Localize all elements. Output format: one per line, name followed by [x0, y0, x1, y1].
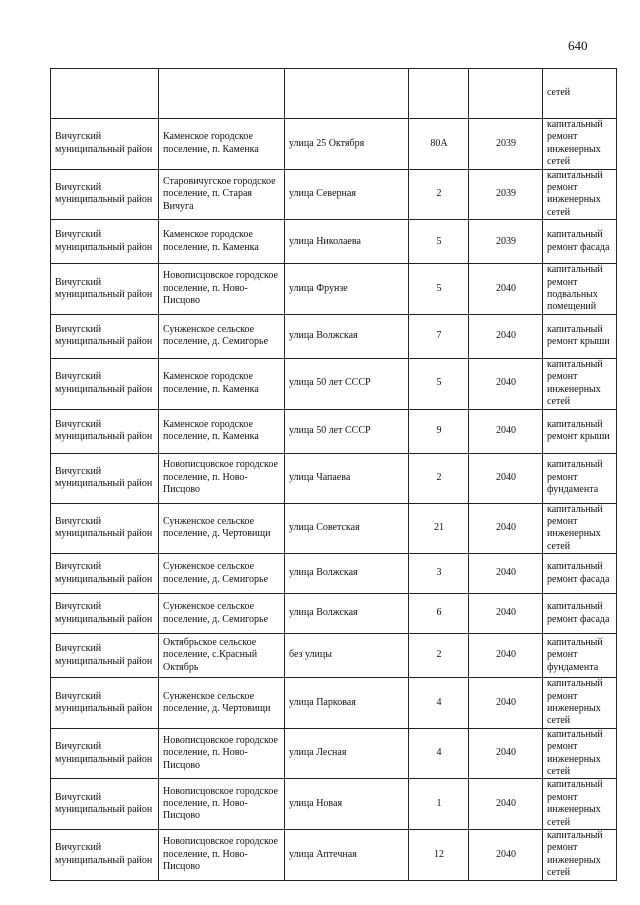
year-cell: 2040	[469, 554, 543, 594]
street-cell	[285, 69, 409, 119]
house-cell: 1	[409, 779, 469, 830]
settlement-cell: Каменское городское поселение, п. Каменка	[159, 358, 285, 409]
settlement-cell: Октябрьское сельское поселение, с.Красный Октябрь	[159, 634, 285, 678]
house-cell: 12	[409, 830, 469, 881]
year-cell: 2040	[469, 314, 543, 358]
year-cell: 2040	[469, 594, 543, 634]
work-cell: капитальный ремонт фундамента	[543, 634, 617, 678]
street-cell: без улицы	[285, 634, 409, 678]
continuation-row	[51, 69, 617, 119]
table-row	[51, 169, 617, 220]
street-cell: улица Лесная	[285, 728, 409, 779]
district-cell: Вичугский муниципальный район	[51, 358, 159, 409]
house-cell: 2	[409, 634, 469, 678]
district-cell: Вичугский муниципальный район	[51, 554, 159, 594]
year-cell: 2039	[469, 220, 543, 264]
district-cell: Вичугский муниципальный район	[51, 119, 159, 170]
street-cell: улица Николаева	[285, 220, 409, 264]
table-row	[51, 264, 617, 315]
year-cell	[469, 69, 543, 119]
work-cell: капитальный ремонт инженерных сетей	[543, 358, 617, 409]
street-cell: улица Северная	[285, 169, 409, 220]
house-cell: 5	[409, 220, 469, 264]
street-cell: улица Волжская	[285, 314, 409, 358]
house-cell: 5	[409, 358, 469, 409]
table-row	[51, 728, 617, 779]
street-cell: улица Чапаева	[285, 453, 409, 503]
street-cell: улица 50 лет СССР	[285, 358, 409, 409]
street-cell: улица Фрунзе	[285, 264, 409, 315]
house-cell: 2	[409, 169, 469, 220]
table-row	[51, 634, 617, 678]
district-cell: Вичугский муниципальный район	[51, 779, 159, 830]
district-cell: Вичугский муниципальный район	[51, 830, 159, 881]
district-cell: Вичугский муниципальный район	[51, 264, 159, 315]
settlement-cell: Сунженское сельское поселение, д. Семигорье	[159, 314, 285, 358]
table-row	[51, 220, 617, 264]
district-cell: Вичугский муниципальный район	[51, 678, 159, 729]
settlement-cell: Сунженское сельское поселение, д. Семигорье	[159, 554, 285, 594]
table-row	[51, 314, 617, 358]
settlement-cell: Новописцовское городское поселение, п. Ново-Писцово	[159, 453, 285, 503]
table-row	[51, 594, 617, 634]
house-cell: 2	[409, 453, 469, 503]
district-cell	[51, 69, 159, 119]
house-cell: 4	[409, 678, 469, 729]
house-cell: 21	[409, 503, 469, 554]
district-cell: Вичугский муниципальный район	[51, 453, 159, 503]
settlement-cell: Новописцовское городское поселение, п. Ново-Писцово	[159, 264, 285, 315]
table-row	[51, 453, 617, 503]
year-cell: 2040	[469, 634, 543, 678]
district-cell: Вичугский муниципальный район	[51, 314, 159, 358]
year-cell: 2040	[469, 678, 543, 729]
work-cell: капитальный ремонт инженерных сетей	[543, 503, 617, 554]
year-cell: 2040	[469, 358, 543, 409]
table-row	[51, 779, 617, 830]
settlement-cell: Каменское городское поселение, п. Каменка	[159, 119, 285, 170]
house-cell: 4	[409, 728, 469, 779]
repair-schedule-table	[50, 68, 617, 881]
work-cell: капитальный ремонт инженерных сетей	[543, 779, 617, 830]
district-cell: Вичугский муниципальный район	[51, 503, 159, 554]
page-number: 640	[568, 38, 588, 53]
year-cell: 2040	[469, 264, 543, 315]
work-cell: капитальный ремонт инженерных сетей	[543, 119, 617, 170]
district-cell: Вичугский муниципальный район	[51, 409, 159, 453]
work-cell: капитальный ремонт фасада	[543, 220, 617, 264]
settlement-cell: Сунженское сельское поселение, д. Чертовищи	[159, 503, 285, 554]
street-cell: улица 50 лет СССР	[285, 409, 409, 453]
street-cell: улица Парковая	[285, 678, 409, 729]
district-cell: Вичугский муниципальный район	[51, 634, 159, 678]
district-cell: Вичугский муниципальный район	[51, 220, 159, 264]
work-cell: капитальный ремонт инженерных сетей	[543, 678, 617, 729]
house-cell: 5	[409, 264, 469, 315]
work-cell: капитальный ремонт крыши	[543, 314, 617, 358]
year-cell: 2040	[469, 453, 543, 503]
street-cell: улица Новая	[285, 779, 409, 830]
street-cell: улица Аптечная	[285, 830, 409, 881]
table-row	[51, 119, 617, 170]
house-cell: 3	[409, 554, 469, 594]
settlement-cell: Каменское городское поселение, п. Каменка	[159, 409, 285, 453]
street-cell: улица Волжская	[285, 594, 409, 634]
year-cell: 2040	[469, 503, 543, 554]
year-cell: 2040	[469, 779, 543, 830]
settlement-cell: Старовичугское городское поселение, п. Старая Вичуга	[159, 169, 285, 220]
district-cell: Вичугский муниципальный район	[51, 169, 159, 220]
district-cell: Вичугский муниципальный район	[51, 728, 159, 779]
table-row	[51, 503, 617, 554]
work-cell: капитальный ремонт инженерных сетей	[543, 830, 617, 881]
year-cell: 2040	[469, 830, 543, 881]
house-cell: 80А	[409, 119, 469, 170]
street-cell: улица 25 Октября	[285, 119, 409, 170]
year-cell: 2040	[469, 409, 543, 453]
work-cell: капитальный ремонт инженерных сетей	[543, 169, 617, 220]
year-cell: 2039	[469, 169, 543, 220]
settlement-cell: Новописцовское городское поселение, п. Ново-Писцово	[159, 728, 285, 779]
table-row	[51, 830, 617, 881]
district-cell: Вичугский муниципальный район	[51, 594, 159, 634]
house-cell: 6	[409, 594, 469, 634]
settlement-cell: Каменское городское поселение, п. Каменка	[159, 220, 285, 264]
work-cell: капитальный ремонт фасада	[543, 594, 617, 634]
year-cell: 2039	[469, 119, 543, 170]
year-cell: 2040	[469, 728, 543, 779]
settlement-cell: Сунженское сельское поселение, д. Чертовищи	[159, 678, 285, 729]
settlement-cell: Сунженское сельское поселение, д. Семигорье	[159, 594, 285, 634]
house-cell: 7	[409, 314, 469, 358]
table-row	[51, 678, 617, 729]
street-cell: улица Волжская	[285, 554, 409, 594]
house-cell: 9	[409, 409, 469, 453]
street-cell: улица Советская	[285, 503, 409, 554]
work-cell: капитальный ремонт крыши	[543, 409, 617, 453]
work-cell: капитальный ремонт подвальных помещений	[543, 264, 617, 315]
settlement-cell: Новописцовское городское поселение, п. Ново-Писцово	[159, 779, 285, 830]
table-row	[51, 409, 617, 453]
work-cell: капитальный ремонт инженерных сетей	[543, 728, 617, 779]
settlement-cell	[159, 69, 285, 119]
work-cell: сетей	[543, 69, 617, 119]
settlement-cell: Новописцовское городское поселение, п. Ново-Писцово	[159, 830, 285, 881]
table-row	[51, 554, 617, 594]
work-cell: капитальный ремонт фундамента	[543, 453, 617, 503]
house-cell	[409, 69, 469, 119]
work-cell: капитальный ремонт фасада	[543, 554, 617, 594]
table-row	[51, 358, 617, 409]
